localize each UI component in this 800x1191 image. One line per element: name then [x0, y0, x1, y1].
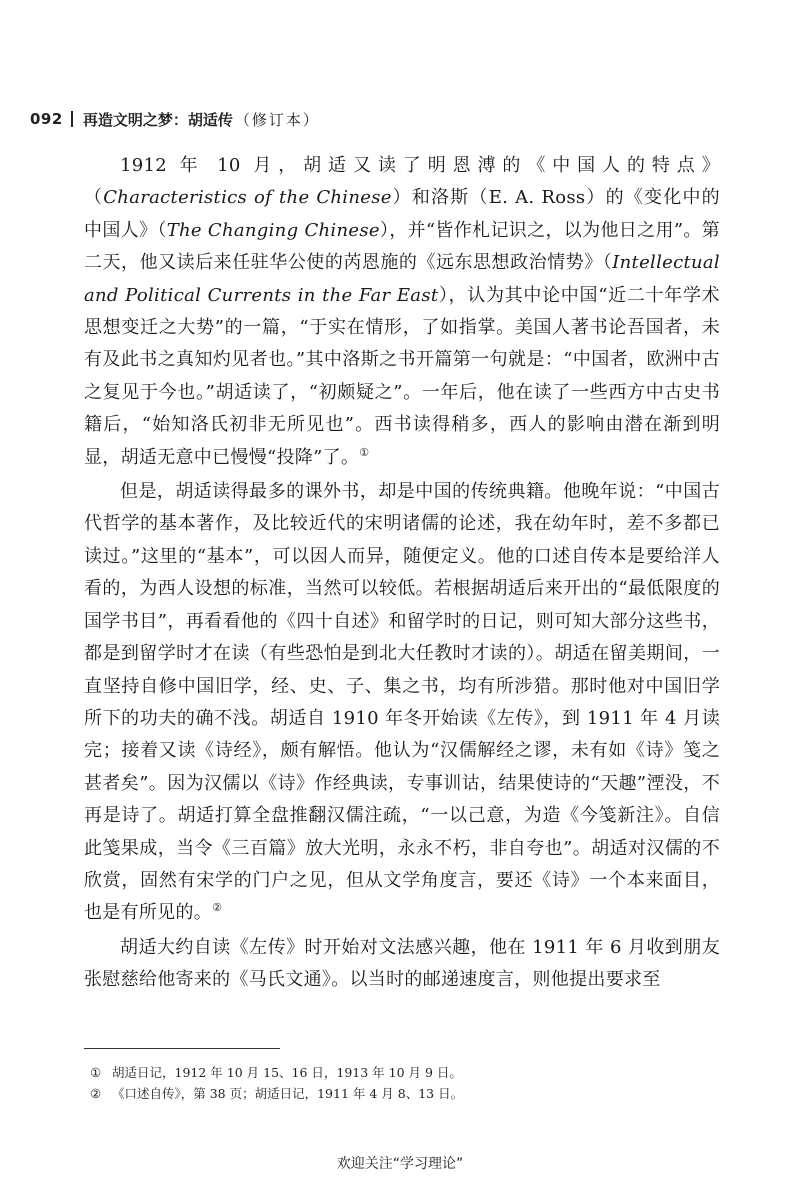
paragraph-3	[84, 932, 720, 997]
body-text	[84, 150, 720, 999]
english-title-changing-chinese: The Changing Chinese	[166, 219, 380, 241]
footnote-2-mark: ②	[90, 1086, 102, 1101]
paragraph-1-text-g: ），认为其中论中国“近二十年学术思想变迁之大势”的一篇，“于实在情形，了如指掌。美国人著书论吾国者，未有及此书之真知灼见者也。”其中洛斯之书开篇第一句就是：“中国者，欧洲中古之复见于今也。”胡适读了，“初颇疑之”。一年后，他在读了一些西方中古史书籍后，“始知洛氏初非无所见也”。西书读得稍多，西人的影响由潜在渐到明显，胡适无意中已慢慢“投降”了。	[84, 284, 720, 468]
footnote-2-text: 《口述自传》，第 38 页；胡适日记，1911 年 4 月 8、13 日。	[112, 1086, 464, 1101]
book-title: 再造文明之梦：胡适传	[82, 110, 233, 129]
paragraph-2	[84, 476, 720, 930]
footnote-2	[90, 1083, 730, 1104]
running-header	[30, 104, 320, 134]
paragraph-2-text: 但是，胡适读得最多的课外书，却是中国的传统典籍。他晚年说：“中国古代哲学的基本著作，及比较近代的宋明诸儒的论述，我在幼年时，差不多都已读过。”这里的“基本”，可以因人而异，随便定义。他的口述自传本是要给洋人看的，为西人设想的标准，当然可以较低。若根据胡适后来开出的“最低限度的国学书目”，再看看他的《四十自述》和留学时的日记，则可知大部分这些书，都是到留学时才在读（有些恐怕是到北大任教时才读的）。胡适在留美期间，一直坚持自修中国旧学，经、史、子、集之书，均有所涉猎。那时他对中国旧学所下的功夫的确不浅。胡适自 1910 年冬开始读《左传》，到 1911 年 4 月读完；接着又读《诗经》，颇有解悟。他认为“汉儒解经之谬，未有如《诗》笺之甚者矣”。因为汉儒以《诗》作经典读，专事训诂，结果使诗的“天趣”湮没，不再是诗了。胡适打算全盘推翻汉儒注疏，“一以己意，为造《今笺新注》。自信此笺果成，当令《三百篇》放大光明，永永不朽，非自夸也”。胡适对汉儒的不欣赏，固然有宋学的门户之见，但从文学角度言，要还《诗》一个本来面目，也是有所见的。	[84, 481, 720, 924]
english-title-intellectual-currents: Intellectual and Political Currents in the Far East	[84, 252, 720, 306]
header-divider	[71, 111, 73, 127]
page-footer: 欢迎关注“学习理论”	[336, 1156, 464, 1172]
footnote-1	[90, 1062, 730, 1083]
paragraph-1-text-a: 1912 年 10 月，胡适又读了明恩溥的《中国人的特点》（	[84, 155, 720, 209]
footnotes	[90, 1062, 730, 1104]
page-number: 092	[30, 110, 63, 128]
paragraph-3-text: 胡适大约自读《左传》时开始对文法感兴趣，他在 1911 年 6 月收到朋友张慰慈给他寄来的《马氏文通》。以当时的邮递速度言，则他提出要求至	[84, 936, 720, 991]
paragraph-1-text-e: ），并“皆作札记识之，以为他日之用”。第二天，他又读后来任驻华公使的芮恩施的《远东思想政治情势》（	[84, 219, 721, 274]
footnote-1-mark: ①	[90, 1065, 102, 1080]
footnote-ref-2[interactable]: ②	[212, 901, 223, 915]
english-title-characteristics: Characteristics of the Chinese	[103, 187, 392, 209]
footnote-1-text: 胡适日记，1912 年 10 月 15、16 日，1913 年 10 月 9 日。	[112, 1065, 462, 1080]
paragraph-1-text-c: ）和洛斯（E. A. Ross）的《变化中的中国人》（	[84, 187, 720, 241]
book-edition: （修订本）	[234, 110, 320, 129]
footnote-divider	[84, 1048, 280, 1049]
footnote-ref-1[interactable]: ①	[359, 445, 370, 459]
paragraph-1	[84, 150, 720, 474]
